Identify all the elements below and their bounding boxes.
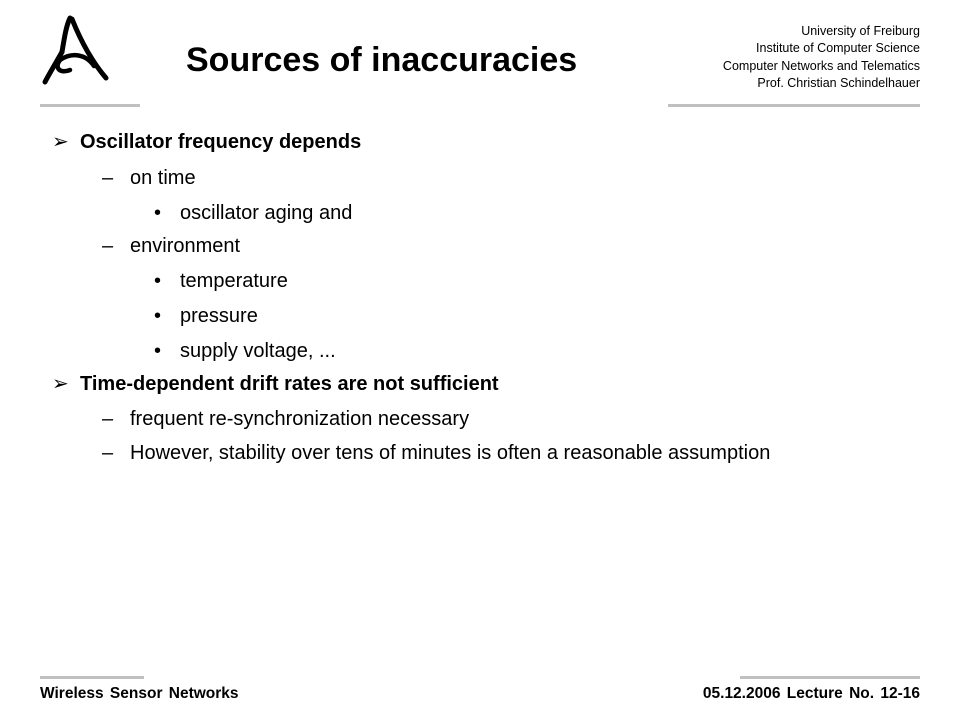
list-item-text: However, stability over tens of minutes is often a reasonable assumption: [130, 442, 771, 464]
arrow-bullet-icon: ➢: [52, 131, 69, 153]
list-item-text: oscillator aging and: [180, 202, 353, 224]
affiliation-block: [723, 23, 920, 93]
affiliation-university: University of Freiburg: [801, 24, 920, 38]
header-rule-left: [40, 104, 140, 107]
affiliation-group: Computer Networks and Telematics: [722, 58, 920, 73]
list-item-text: Oscillator frequency depends: [80, 131, 362, 153]
dot-bullet-icon: •: [154, 202, 162, 224]
list-item-text: Time-dependent drift rates are not sufficient: [80, 373, 499, 395]
dot-bullet-icon: •: [154, 340, 162, 362]
dash-bullet-icon: –: [102, 235, 114, 257]
dash-bullet-icon: –: [102, 408, 114, 430]
list-item-text: pressure: [180, 305, 258, 327]
dash-bullet-icon: –: [102, 442, 114, 464]
dash-bullet-icon: –: [102, 167, 114, 189]
dot-bullet-icon: •: [154, 305, 162, 327]
page-title: Sources of inaccuracies: [186, 41, 578, 79]
header-rule-right: [668, 104, 920, 107]
dot-bullet-icon: •: [154, 270, 162, 292]
affiliation-professor: Prof. Christian Schindelhauer: [757, 76, 920, 91]
list-item-text: supply voltage, ...: [180, 340, 336, 362]
footer-course-title: Wireless Sensor Networks: [40, 685, 239, 702]
affiliation-institute: Institute of Computer Science: [756, 41, 920, 56]
list-item-text: environment: [130, 235, 241, 257]
university-logo-icon: [40, 14, 120, 96]
footer-rule-right: [740, 676, 920, 679]
list-item-text: temperature: [180, 270, 288, 292]
footer-lecture-info: 05.12.2006 Lecture No. 12-16: [702, 685, 920, 702]
list-item-text: frequent re-synchronization necessary: [130, 408, 470, 430]
list-item-text: on time: [130, 167, 196, 189]
footer-rule-left: [40, 676, 144, 679]
arrow-bullet-icon: ➢: [52, 373, 69, 395]
